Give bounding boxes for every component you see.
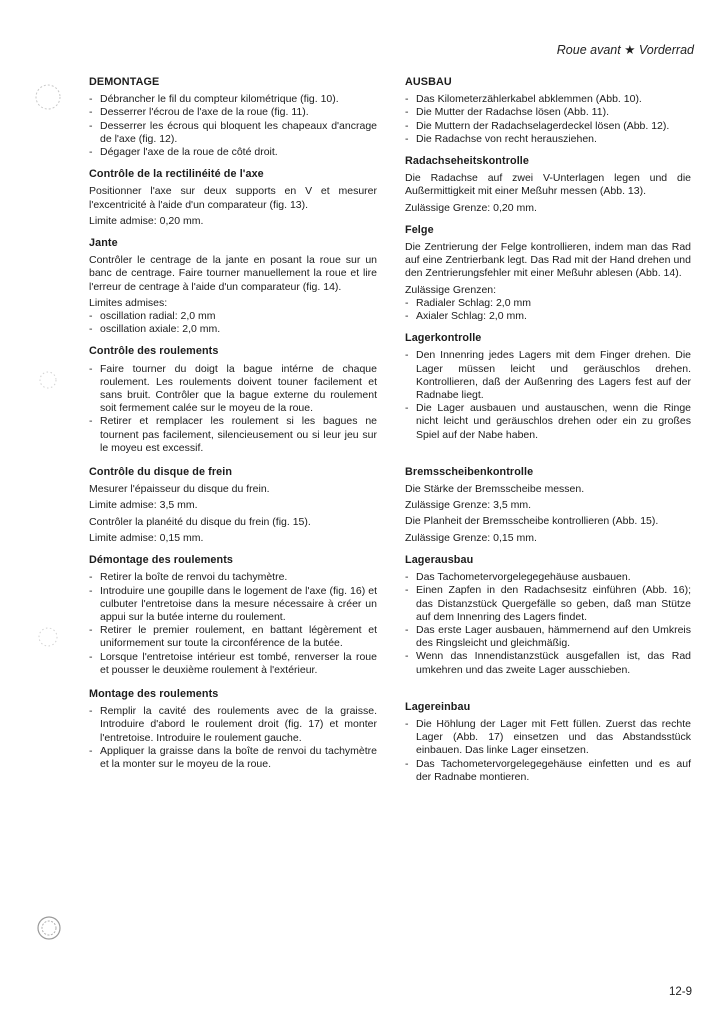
paragraph: Contrôler la planéité du disque du frein (fig. 15). bbox=[89, 515, 311, 528]
list-item: - Débrancher le fil du compteur kilométrique (fig. 10). bbox=[89, 93, 377, 106]
section-axle-check bbox=[89, 168, 377, 228]
section-heading: Contrôle de la rectilinéité de l'axe bbox=[89, 168, 264, 181]
list-item: - Dégager l'axe de la roue de côté droit. bbox=[89, 146, 377, 159]
list-item: - Wenn das Innendistanzstück ausgefallen ist, das Rad umkehren und das zweite Lager ausschieben. bbox=[405, 650, 691, 676]
list-item: - Axialer Schlag: 2,0 mm. bbox=[405, 310, 691, 323]
section-lagereinbau bbox=[405, 701, 691, 784]
paragraph: Contrôler le centrage de la jante en posant la roue sur un banc de centrage. Faire tourner manuellement la roue et lire l'erreur de centrage à l'aide d'un comparateur (fig. 14). bbox=[89, 254, 377, 293]
section-bearing-check bbox=[89, 345, 377, 455]
list-item: - Das Kilometerzählerkabel abklemmen (Abb. 10). bbox=[405, 93, 691, 106]
paragraph: Limite admise: 3,5 mm. bbox=[89, 499, 198, 512]
section-bearing-install bbox=[89, 688, 377, 771]
list-item: - Die Mutter der Radachse lösen (Abb. 11). bbox=[405, 106, 691, 119]
list-item: - Appliquer la graisse dans la boîte de renvoi du tachymètre et la monter sur le moyeu de la roue. bbox=[89, 745, 377, 771]
list-item: - Desserrer les écrous qui bloquent les chapeaux d'ancrage de l'axe (fig. 12). bbox=[89, 120, 377, 146]
list-item: - Remplir la cavité des roulements avec de la graisse. Introduire d'abord le roulement droit (fig. 17) et monter l'entretoise. Introduire le roulement gauche. bbox=[89, 705, 377, 745]
binder-hole-icon bbox=[34, 82, 64, 112]
paragraph: Die Planheit der Bremsscheibe kontrollieren (Abb. 15). bbox=[405, 515, 659, 528]
section-heading: Radachseheitskontrolle bbox=[405, 155, 530, 168]
section-heading: Lagerausbau bbox=[405, 553, 474, 566]
section-heading: Contrôle du disque de frein bbox=[89, 466, 233, 479]
section-heading: Contrôle des roulements bbox=[89, 345, 219, 358]
paragraph: Zulässige Grenze: 0,20 mm. bbox=[405, 201, 537, 214]
paragraph: Limites admises: bbox=[89, 296, 168, 309]
list-item: - Retirer et remplacer les roulement si les bagues ne tournent pas facilement, silencieusement ou si leur jeu sur le moyeu est excessif. bbox=[89, 415, 377, 455]
section-ausbau bbox=[405, 76, 691, 146]
section-heading: Lagerkontrolle bbox=[405, 332, 482, 345]
section-brake-disc bbox=[89, 466, 377, 545]
section-heading: Jante bbox=[89, 237, 118, 250]
paragraph: Die Radachse auf zwei V-Unterlagen legen und die Außermittigkeit mit einer Meßuhr messen (Abb. 13). bbox=[405, 172, 691, 198]
list-item: - Den Innenring jedes Lagers mit dem Finger drehen. Die Lager müssen leicht und geräuschlos drehen. Kontrollieren, daß der Außenring des Lagers fest auf der Radnabe liegt. bbox=[405, 349, 691, 402]
page-header: Roue avant ★ Vorderrad bbox=[556, 43, 694, 57]
list-item: - Die Muttern der Radachselagerdeckel lösen (Abb. 12). bbox=[405, 120, 691, 133]
list-item: - Introduire une goupille dans le logement de l'axe (fig. 16) et culbuter l'entretoise dans la mesure nécessaire à créer un appui sur la butée interne du roulement. bbox=[89, 585, 377, 625]
section-heading: Montage des roulements bbox=[89, 687, 219, 700]
section-demontage bbox=[89, 76, 377, 159]
list-item: - Die Radachse von recht herausziehen. bbox=[405, 133, 691, 146]
list-item: - Desserrer l'écrou de l'axe de la roue (fig. 11). bbox=[89, 106, 377, 119]
section-axle-check-de bbox=[405, 155, 691, 215]
paragraph: Zulässige Grenze: 3,5 mm. bbox=[405, 499, 532, 512]
section-heading: AUSBAU bbox=[405, 76, 452, 88]
page-number: 12-9 bbox=[668, 986, 692, 998]
binder-hole-icon bbox=[34, 368, 64, 392]
section-heading: Felge bbox=[405, 223, 434, 236]
section-heading: Bremsscheibenkontrolle bbox=[405, 465, 534, 478]
section-bearing-removal bbox=[89, 554, 377, 677]
list-item: - Das Tachometervorgelegegehäuse einfetten und es auf der Radnabe montieren. bbox=[405, 758, 691, 784]
section-rim bbox=[89, 237, 377, 336]
list-item: - Das erste Lager ausbauen, hämmernend auf den Umkreis des Ringsleicht und gleichmäßig. bbox=[405, 624, 691, 650]
list-item: - Retirer la boîte de renvoi du tachymètre. bbox=[89, 571, 377, 584]
list-item: - Das Tachometervorgelegegehäuse ausbauen. bbox=[405, 571, 691, 584]
binder-hole-icon bbox=[34, 912, 64, 944]
column-french bbox=[89, 76, 377, 773]
section-felge bbox=[405, 224, 691, 323]
section-bremsscheibe bbox=[405, 466, 691, 545]
list-item: - Die Lager ausbauen und austauschen, wenn die Ringe nicht leicht und geräuschlos drehen oder ein zu großes Spiel auf der Nabe haben. bbox=[405, 402, 691, 442]
list-item: - Einen Zapfen in den Radachsesitz einführen (Abb. 16); das Distanzstück Quergefälle so geben, daß man Stütze auf dem Innenring des Lagers findet. bbox=[405, 584, 691, 624]
paragraph: Zulässige Grenzen: bbox=[405, 283, 497, 296]
paragraph: Mesurer l'épaisseur du disque du frein. bbox=[89, 483, 270, 496]
section-heading: Lagereinbau bbox=[405, 700, 471, 713]
list-item: - oscillation radial: 2,0 mm bbox=[89, 310, 377, 323]
section-lagerausbau bbox=[405, 554, 691, 677]
list-item: - Die Höhlung der Lager mit Fett füllen. Zuerst das rechte Lager (Abb. 17) einsetzen und das Abstandsstück einbauen. Das linke Lager einsetzen. bbox=[405, 718, 691, 758]
list-item: - Faire tourner du doigt la bague intérne de chaque roulement. Les roulements doivent touner facilement et sans bruit. Contrôler que la bague externe du roulement soit fermement calée sur le moyeu de la roue. bbox=[89, 363, 377, 416]
binder-hole-icon bbox=[34, 622, 64, 652]
section-heading: Démontage des roulements bbox=[89, 554, 233, 567]
paragraph: Zulässige Grenze: 0,15 mm. bbox=[405, 531, 537, 544]
paragraph: Die Stärke der Bremsscheibe messen. bbox=[405, 483, 585, 496]
list-item: - Retirer le premier roulement, en battant légèrement et uniformement sur toute la circonférence de la butée. bbox=[89, 624, 377, 650]
column-german bbox=[405, 76, 691, 786]
section-heading: DEMONTAGE bbox=[89, 76, 160, 88]
paragraph: Limite admise: 0,20 mm. bbox=[89, 214, 204, 227]
paragraph: Limite admise: 0,15 mm. bbox=[89, 531, 204, 544]
list-item: - oscillation axiale: 2,0 mm. bbox=[89, 323, 377, 336]
paragraph: Positionner l'axe sur deux supports en V et mesurer l'excentricité à l'aide d'un comparateur (fig. 13). bbox=[89, 185, 377, 211]
list-item: - Lorsque l'entretoise intérieur est tombé, renverser la roue et pousser le deuxième roulement à l'extérieur. bbox=[89, 651, 377, 677]
paragraph: Die Zentrierung der Felge kontrollieren, indem man das Rad auf eine Zentrierbank legt. Das Rad mit der Hand drehen und den Zentrierungsfehler mit einer Meßuhr ablesen (Abb. 14). bbox=[405, 241, 691, 280]
list-item: - Radialer Schlag: 2,0 mm bbox=[405, 297, 691, 310]
section-lagerkontrolle bbox=[405, 332, 691, 442]
